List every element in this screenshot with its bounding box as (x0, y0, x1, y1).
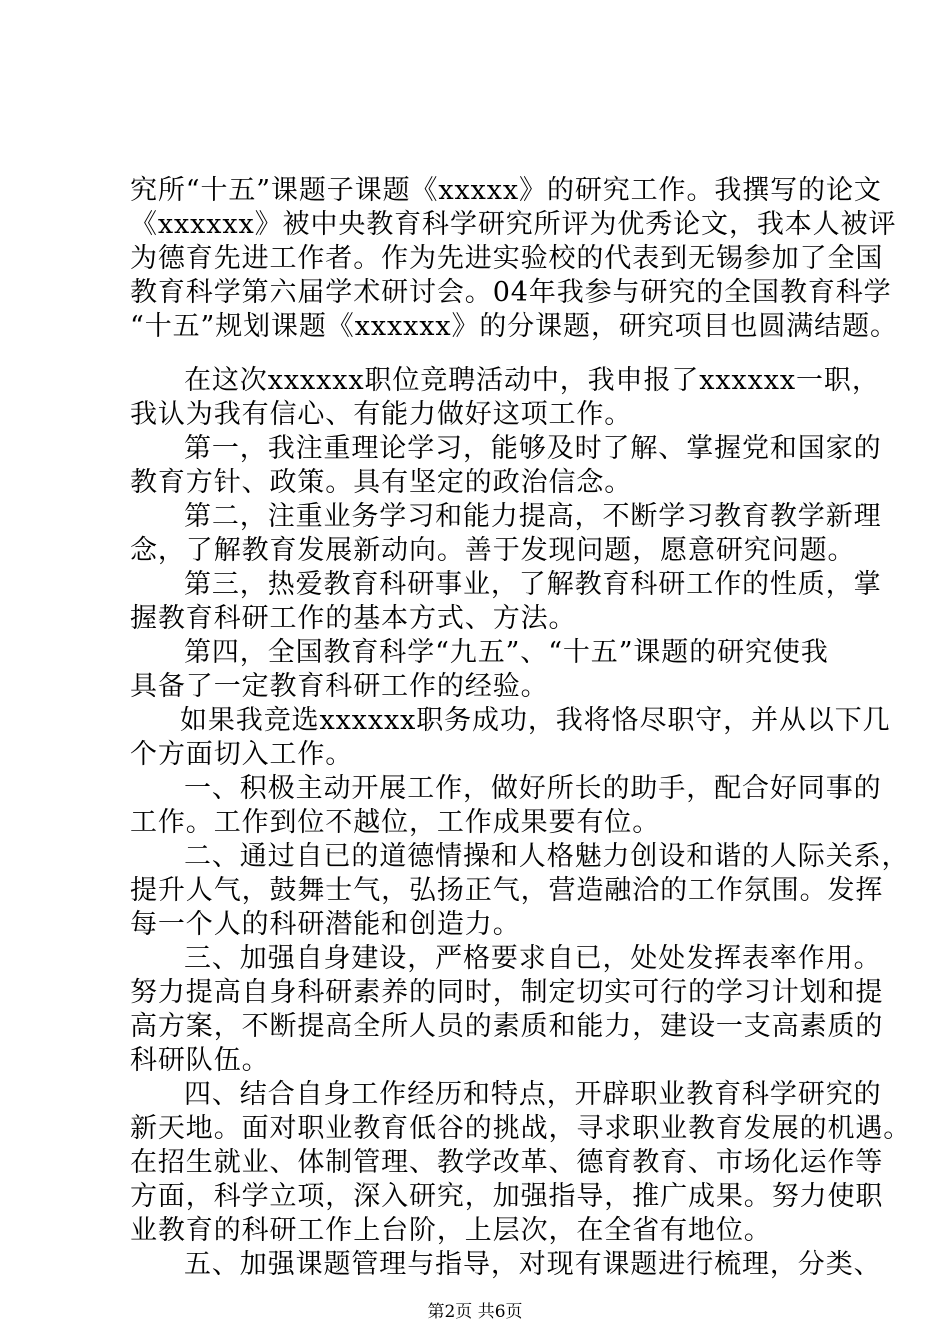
text-line: “十五”规划课题《xxxxxx》的分课题，研究项目也圆满结题。 (130, 311, 898, 342)
text-line: 方面，科学立项，深入研究，加强指导，推广成果。努力使职 (130, 1181, 884, 1212)
text-line: 个方面切入工作。 (130, 739, 354, 770)
text-line: 《xxxxxx》被中央教育科学研究所评为优秀论文，我本人被评 (130, 209, 897, 240)
text-line: 五、加强课题管理与指导，对现有课题进行梳理，分类、 (184, 1249, 882, 1280)
text-line: 第一，我注重理论学习，能够及时了解、掌握党和国家的 (184, 433, 882, 464)
text-line: 一、积极主动开展工作，做好所长的助手，配合好同事的 (184, 773, 882, 804)
text-line: 在这次xxxxxx职位竞聘活动中，我申报了xxxxxx一职， (184, 365, 880, 396)
text-line: 努力提高自身科研素养的同时，制定切实可行的学习计划和提 (130, 977, 884, 1008)
text-line: 第四，全国教育科学“九五”、“十五”课题的研究使我 (184, 637, 829, 668)
text-line: 第三，热爱教育科研事业，了解教育科研工作的性质，掌 (184, 569, 882, 600)
text-line: 三、加强自身建设，严格要求自已，处处发挥表率作用。 (184, 943, 882, 974)
page-footer: 第2页 共6页 (427, 1302, 523, 1322)
text-line: 我认为我有信心、有能力做好这项工作。 (130, 399, 633, 430)
text-line: 究所“十五”课题子课题《xxxxx》的研究工作。我撰写的论文 (130, 175, 882, 206)
text-line: 二、通过自已的道德情操和人格魅力创设和谐的人际关系， (184, 841, 910, 872)
text-line: 业教育的科研工作上台阶，上层次，在全省有地位。 (130, 1215, 772, 1246)
text-line: 念，了解教育发展新动向。善于发现问题，愿意研究问题。 (130, 535, 856, 566)
text-line: 如果我竞选xxxxxx职务成功，我将恪尽职守，并从以下几 (180, 705, 891, 736)
text-line: 科研队伍。 (130, 1045, 270, 1076)
text-line: 四、结合自身工作经历和特点，开辟职业教育科学研究的 (184, 1079, 882, 1110)
text-line: 新天地。面对职业教育低谷的挑战，寻求职业教育发展的机遇。 (130, 1113, 912, 1144)
text-line: 提升人气，鼓舞士气，弘扬正气，营造融洽的工作氛围。发挥 (130, 875, 884, 906)
text-line: 握教育科研工作的基本方式、方法。 (130, 603, 577, 634)
text-line: 在招生就业、体制管理、教学改革、德育教育、市场化运作等 (130, 1147, 884, 1178)
text-line: 第二，注重业务学习和能力提高，不断学习教育教学新理 (184, 501, 882, 532)
text-line: 具备了一定教育科研工作的经验。 (130, 671, 549, 702)
text-line: 教育方针、政策。具有坚定的政治信念。 (130, 467, 633, 498)
text-line: 高方案，不断提高全所人员的素质和能力，建设一支高素质的 (130, 1011, 884, 1042)
text-line: 教育科学第六届学术研讨会。04年我参与研究的全国教育科学 (130, 277, 892, 308)
text-line: 为德育先进工作者。作为先进实验校的代表到无锡参加了全国 (130, 243, 884, 274)
text-line: 工作。工作到位不越位，工作成果要有位。 (130, 807, 661, 838)
text-line: 每一个人的科研潜能和创造力。 (130, 909, 521, 940)
